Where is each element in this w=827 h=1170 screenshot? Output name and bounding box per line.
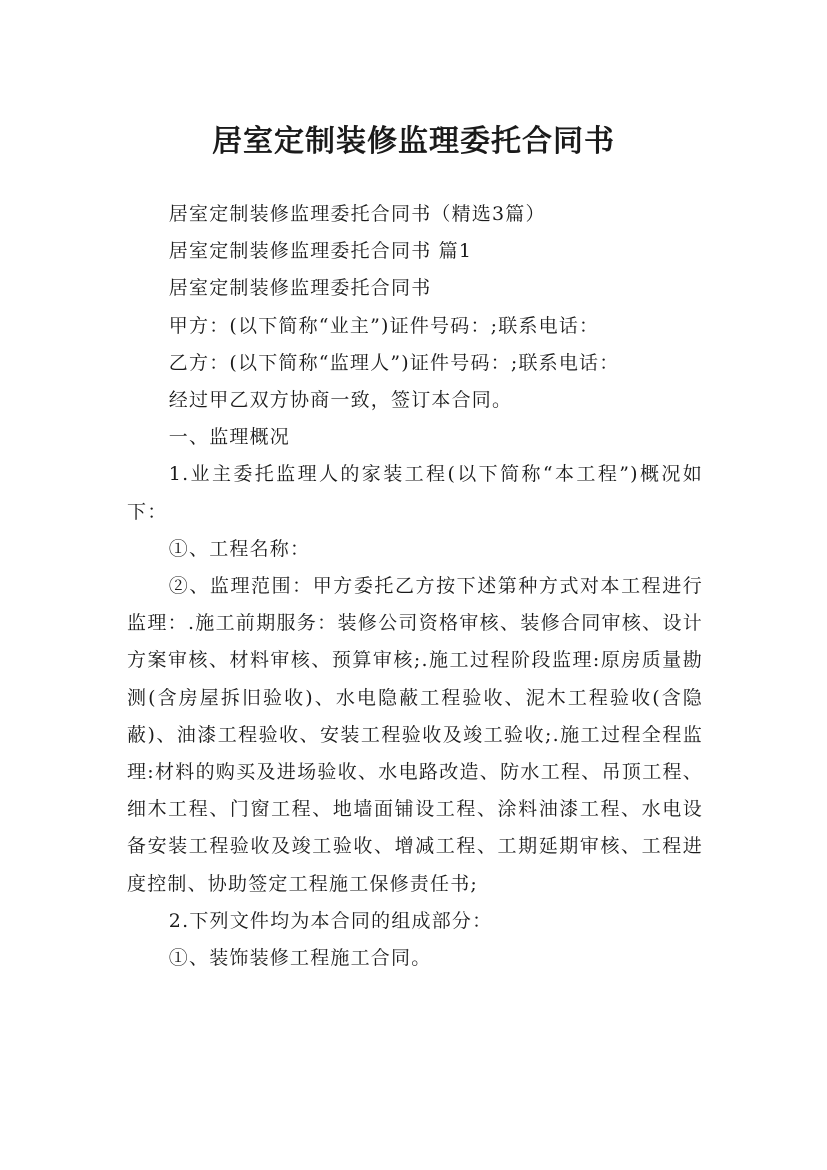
paragraph-subtitle: 居室定制装修监理委托合同书（精选3篇）	[168, 203, 546, 225]
paragraph-part-heading: 居室定制装修监理委托合同书 篇1	[168, 240, 473, 263]
paragraph-contract-name: 居室定制装修监理委托合同书	[168, 277, 432, 300]
paragraph-clause-2: 2.下列文件均为本合同的组成部分：	[168, 909, 493, 932]
paragraph-party-a: 甲方：(以下简称“业主”)证件号码：;联系电话：	[168, 314, 600, 337]
section-heading-overview: 一、监理概况	[168, 426, 290, 449]
paragraph-scope: ②、监理范围：甲方委托乙方按下述第种方式对本工程进行监理：.施工前期服务：装修公司资格审核、装修合同审核、设计方案审核、材料审核、预算审核;.施工过程阶段监理:原房质量勘测(含房屋拆旧验收)、水电隐蔽工程验收、泥木工程验收(含隐蔽)、油漆工程验收、安装工程验收及竣工验收;.施工过程全程监理:材料的购买及进场验收、水电路改造、防水工程、吊顶工程、细木工程、门窗工程、地墙面铺设工程、涂料油漆工程、水电设备安装工程验收及竣工验收、增减工程、工期延期审核、工程进度控制、协助签定工程施工保修责任书;	[127, 575, 703, 895]
paragraph-clause-1: 1.业主委托监理人的家装工程(以下简称“本工程”)概况如下：	[127, 463, 703, 523]
paragraph-document-item-1: ①、装饰装修工程施工合同。	[168, 947, 432, 970]
document-body	[127, 196, 703, 977]
paragraph-agreement: 经过甲乙双方协商一致，签订本合同。	[168, 389, 513, 412]
paragraph-project-name: ①、工程名称：	[168, 537, 311, 560]
paragraph-party-b: 乙方：(以下简称“监理人”)证件号码：;联系电话：	[168, 351, 620, 374]
document-title: 居室定制装修监理委托合同书	[212, 124, 615, 160]
